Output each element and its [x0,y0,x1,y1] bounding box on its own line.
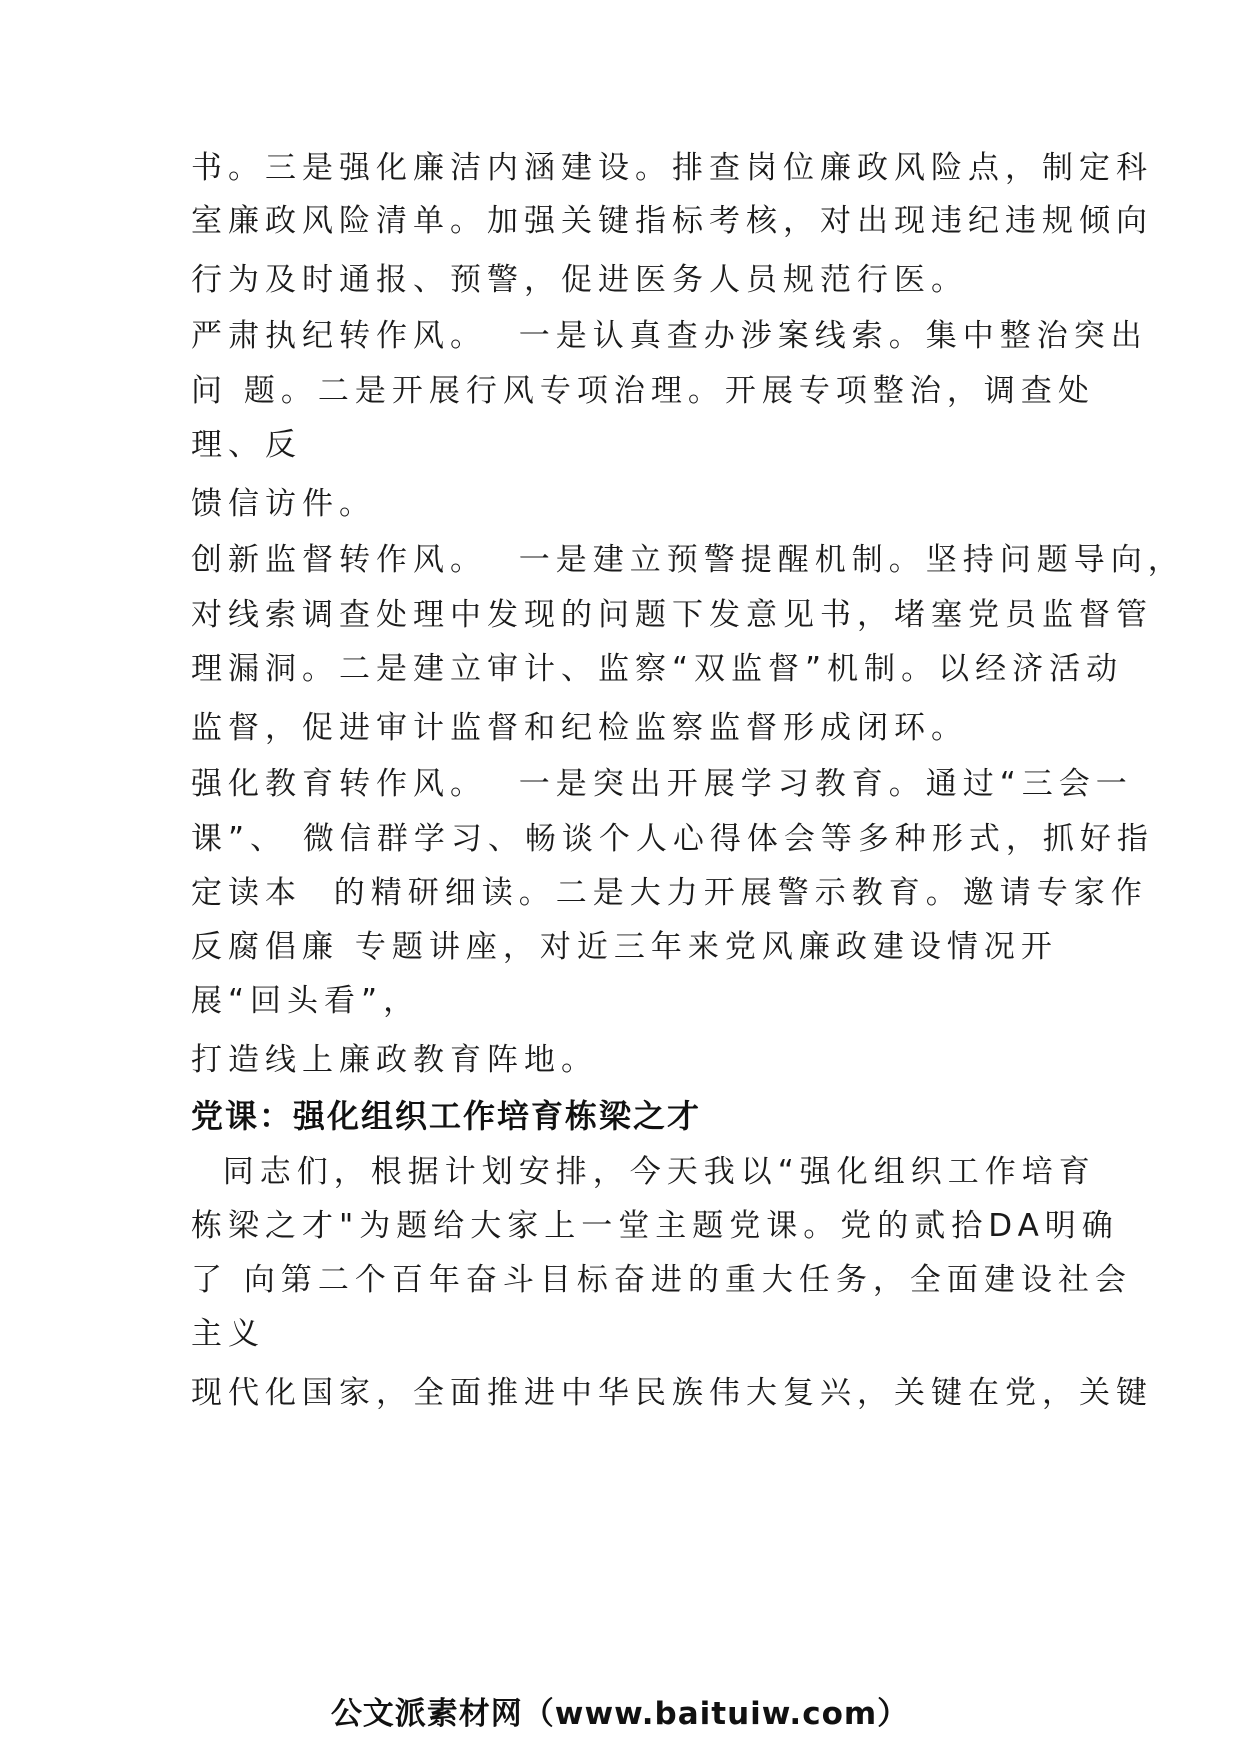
text-line: 理漏洞。二是建立审计、监察“双监督”机制。以经济活动 [191,651,1124,687]
text-line: 问 题。二是开展行风专项治理。开展专项整治，调查处 [191,373,1095,409]
text-line: 严肃执纪转作风。 一是认真查办涉案线索。集中整治突出 [191,318,1148,354]
text-line: 创新监督转作风。 一是建立预警提醒机制。坚持问题导向， [191,542,1185,578]
text-line: 理、反 [191,427,302,463]
body-text-line: 了 向第二个百年奋斗目标奋进的重大任务，全面建设社会 [191,1262,1132,1298]
section-heading: 党课：强化组织工作培育栋梁之才 [191,1097,702,1135]
body-text-line: 主义 [191,1316,265,1352]
text-line: 展“回头看”， [191,983,421,1019]
text-line: 打造线上廉政教育阵地。 [191,1042,598,1078]
text-line: 强化教育转作风。 一是突出开展学习教育。通过“三会一 [191,766,1133,802]
text-line: 馈信访件。 [191,486,376,522]
text-line: 对线索调查处理中发现的问题下发意见书，堵塞党员监督管 [191,597,1153,633]
text-line: 室廉政风险清单。加强关键指标考核，对出现违纪违规倾向 [191,203,1153,239]
body-text-line: 栋梁之才"为题给大家上一堂主题党课。党的贰拾DA明确 [191,1208,1119,1244]
footer-watermark: 公文派素材网（www.baituiw.com） [330,1696,910,1732]
body-text-line: 同志们，根据计划安排，今天我以“强化组织工作培育 [191,1154,1096,1190]
body-text-line: 现代化国家，全面推进中华民族伟大复兴，关键在党，关键 [191,1375,1153,1411]
text-line: 行为及时通报、预警，促进医务人员规范行医。 [191,262,968,298]
text-line: 书。三是强化廉洁内涵建设。排查岗位廉政风险点，制定科 [191,150,1153,186]
text-line: 监督，促进审计监督和纪检监察监督形成闭环。 [191,710,968,746]
text-line: 定读本 的精研细读。二是大力开展警示教育。邀请专家作 [191,875,1148,911]
text-line: 反腐倡廉 专题讲座，对近三年来党风廉政建设情况开 [191,929,1058,965]
text-line: 课”、 微信群学习、畅谈个人心得体会等多种形式，抓好指 [191,821,1154,857]
